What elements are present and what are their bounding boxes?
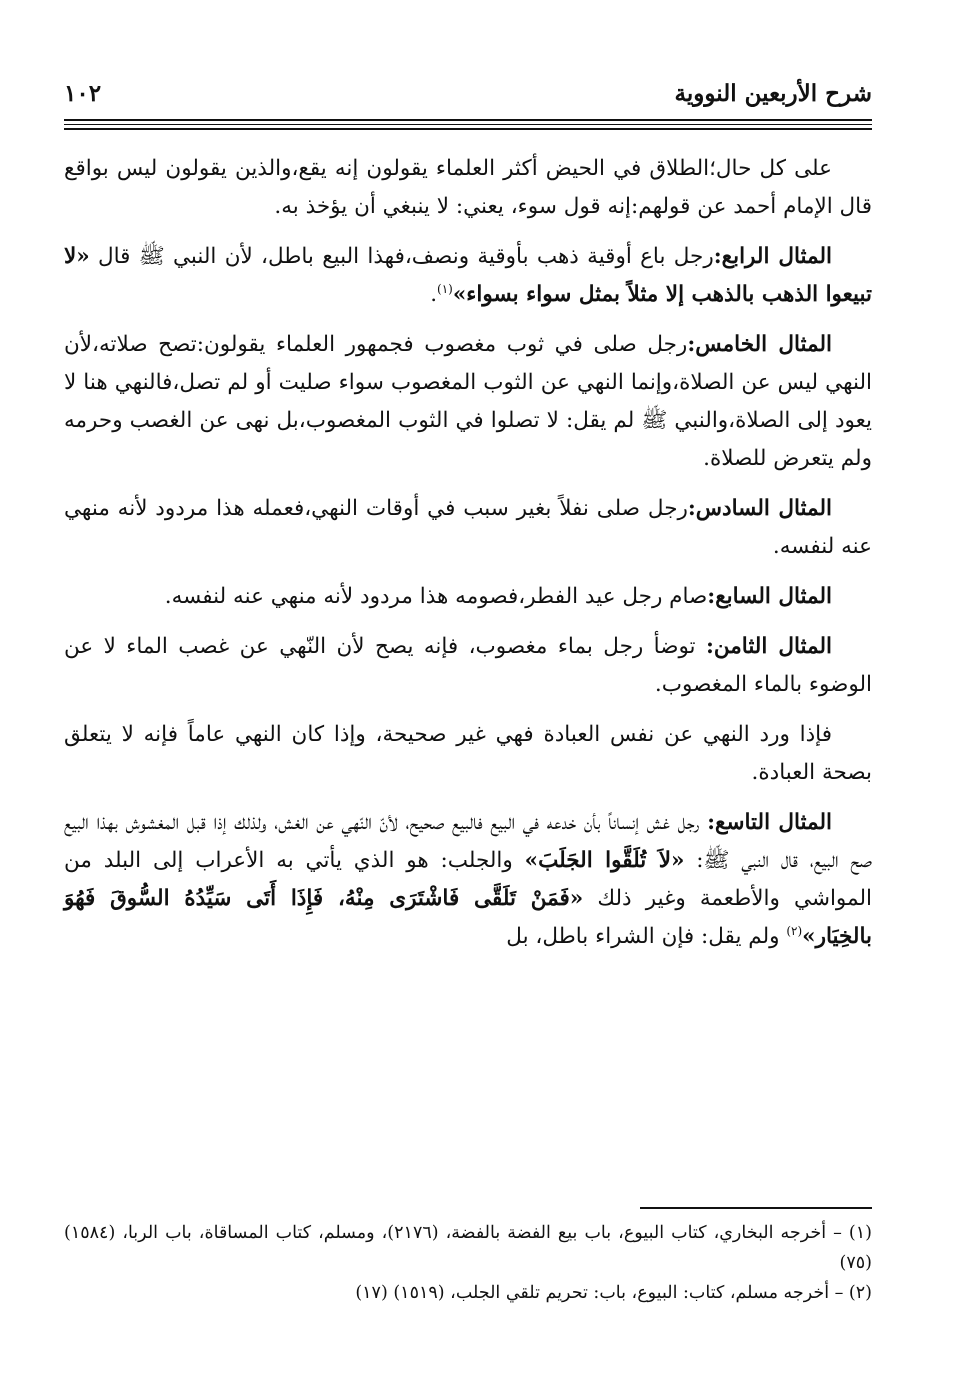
paragraph-text: فإذا ورد النهي عن نفس العبادة فهي غير صحيحة، وإذا كان النهي عاماً فإنه لا يتعلق بصحة العبادة. <box>64 722 872 785</box>
paragraph-end: ولم يقل: فإن الشراء باطل، بل <box>506 924 787 949</box>
paragraph <box>64 578 872 616</box>
footnotes <box>64 1218 872 1308</box>
paragraph-text: والجلب: هو الذي يأتي به الأعراب إلى البلد من المواشي والأطعمة وغير ذلك <box>64 848 872 911</box>
paragraph-text: رجل باع أوقية ذهب بأوقية ونصف،فهذا البيع باطل، لأن النبي ﷺ قال <box>89 244 714 269</box>
body-text <box>64 150 872 968</box>
book-title: شرح الأربعين النووية <box>674 80 872 107</box>
paragraph-text: رجل صلى في ثوب مغصوب فجمهور العلماء يقولون:تصح صلاته،لأن النهي ليس عن الصلاة،وإنما النهي عن الثوب المغصوب سواء صليت أو لم تصل،فالنهي هنا لا يعود إلى الصلاة،والنبي ﷺ لم يقل: لا تصلوا في الثوب المغصوب،بل نهى عن الغصب وحرمه ولم يتعرض للصلاة. <box>64 332 872 471</box>
page-number: ١٠٢ <box>64 80 102 107</box>
paragraph-end: . <box>430 282 438 307</box>
footnote-ref[interactable]: (١) <box>437 281 453 296</box>
paragraph-text: صام رجل عيد الفطر،فصومه هذا مردود لأنه منهي عنه لنفسه. <box>164 584 708 609</box>
header-rule <box>64 124 872 125</box>
paragraph <box>64 716 872 792</box>
paragraph-text: توضأ رجل بماء مغصوب، فإنه يصح لأن النّهي عن غصب الماء لا عن الوضوء بالماء المغصوب. <box>64 634 872 697</box>
paragraph <box>64 326 872 478</box>
example-label: المثال الثامن: <box>705 634 832 659</box>
example-label: المثال التاسع: <box>707 810 832 835</box>
hadith-quote: «فَمَنْ تَلَقَّى فَاشْتَرَى مِنْهُ، فَإِذَا أَتَى سَيِّدُهُ السُّوقَ فَهُوَ بالخِيَار» <box>64 886 872 949</box>
paragraph-text: رجل غش إنساناً بأن خدعه في البيع فالبيع صحيح، لأنّ النّهي عن الغش، ولذلك إذا قبل المغشوش بهذا البيع صح البيع، قال النبي ﷺ: <box>64 810 873 873</box>
header-rule <box>64 128 872 130</box>
example-label: المثال السادس: <box>687 496 833 521</box>
example-label: المثال الرابع: <box>713 244 832 269</box>
running-header <box>64 80 872 118</box>
footnote: (٢) – أخرجه مسلم، كتاب: البيوع، باب: تحريم تلقي الجلب، (١٥١٩) (١٧) <box>355 1283 872 1303</box>
example-label: المثال السابع: <box>707 584 832 609</box>
paragraph <box>64 238 872 314</box>
paragraph <box>64 628 872 704</box>
footnote-ref[interactable]: (٢) <box>786 923 803 938</box>
footnote-separator <box>640 1207 872 1209</box>
hadith-quote: «لا تبيعوا الذهب بالذهب إلا مثلاً بمثل سواء بسواء» <box>64 244 872 307</box>
paragraph <box>64 150 872 226</box>
header-rule <box>64 119 872 121</box>
paragraph <box>64 804 872 956</box>
hadith-quote: «لاَ تُلَقَّوا الجَلَبَ» <box>524 848 685 873</box>
footnote: (١) – أخرجه البخاري، كتاب البيوع، باب بيع الفضة بالفضة، (٢١٧٦)، ومسلم، كتاب المساقاة، باب الربا، (١٥٨٤) (٧٥) <box>64 1223 872 1273</box>
example-label: المثال الخامس: <box>687 332 832 357</box>
paragraph <box>64 490 872 566</box>
paragraph-text: على كل حال؛الطلاق في الحيض أكثر العلماء يقولون إنه يقع،والذين يقولون ليس بواقع قال الإمام أحمد عن قولهم:إنه قول سوء، يعني: لا ينبغي أن يؤخذ به. <box>64 156 872 219</box>
paragraph-text: رجل صلى نفلاً بغير سبب في أوقات النهي،فعمله هذا مردود لأنه منهي عنه لنفسه. <box>64 496 872 559</box>
